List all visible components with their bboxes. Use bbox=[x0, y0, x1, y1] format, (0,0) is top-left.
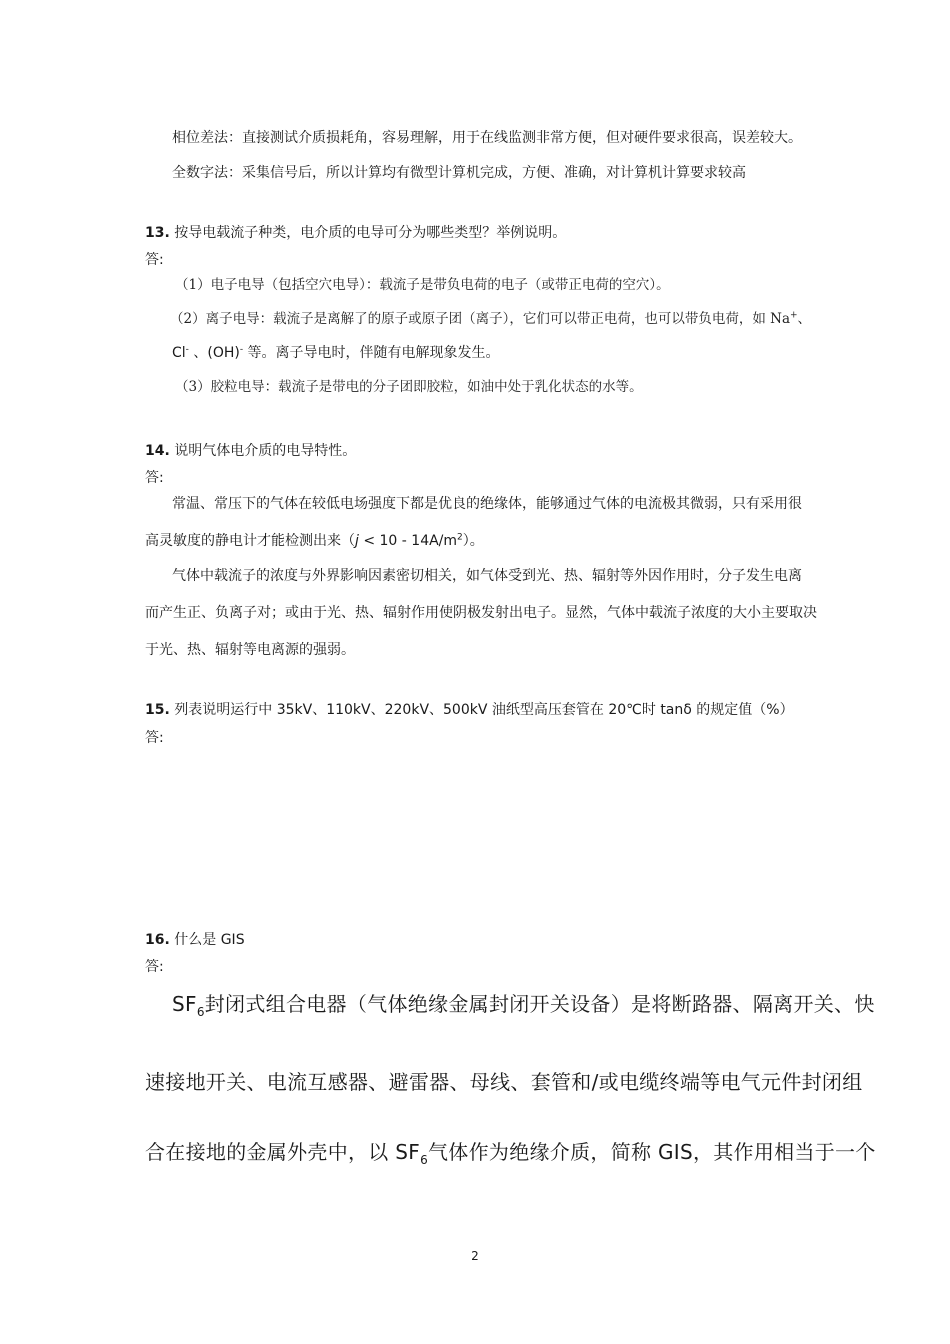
answer-label: 答: bbox=[145, 730, 164, 746]
text: 等。离子导电时，伴随有电解现象发生。 bbox=[243, 345, 500, 361]
text: < 10 - 14A/m bbox=[358, 533, 458, 549]
question-14 bbox=[145, 441, 356, 461]
large-paragraph-cont: 速接地开关、电流互感器、避雷器、母线、套管和/或电缆终端等电气元件封闭组 bbox=[145, 1070, 863, 1094]
answer-label: 答: bbox=[145, 470, 164, 486]
superscript: - bbox=[239, 344, 244, 355]
text: Cl bbox=[172, 345, 186, 361]
paragraph-phase-method: 相位差法：直接测试介质损耗角，容易理解，用于在线监测非常方便，但对硬件要求很高，误差较大。 bbox=[172, 130, 802, 146]
question-text: 按导电载流子种类，电介质的电导可分为哪些类型？举例说明。 bbox=[169, 225, 567, 241]
answer-label: 答: bbox=[145, 959, 164, 975]
superscript: + bbox=[790, 310, 798, 321]
paragraph: 常温、常压下的气体在较低电场强度下都是优良的绝缘体，能够通过气体的电流极其微弱，只有采用很 bbox=[172, 496, 802, 512]
paragraph-cont: 于光、热、辐射等电离源的强弱。 bbox=[145, 642, 355, 658]
paragraph: 气体中载流子的浓度与外界影响因素密切相关，如气体受到光、热、辐射等外因作用时，分子发生电离 bbox=[172, 568, 802, 584]
large-paragraph-cont bbox=[145, 1138, 876, 1166]
question-text: 什么是 GIS bbox=[169, 932, 245, 948]
text: 、(OH) bbox=[188, 345, 240, 361]
page-number: 2 bbox=[471, 1249, 479, 1263]
answer-item-ion-cont bbox=[172, 343, 500, 363]
text: 封闭式组合电器（气体绝缘金属封闭开关设备）是将断路器、隔离开关、快 bbox=[204, 992, 875, 1016]
paragraph-digital-method: 全数字法：采集信号后，所以计算均有微型计算机完成，方便、准确，对计算机计算要求较高 bbox=[172, 165, 746, 181]
text: SF bbox=[172, 992, 197, 1016]
question-15 bbox=[145, 700, 794, 720]
paragraph-cont: 而产生正、负离子对；或由于光、热、辐射作用使阴极发射出电子。显然，气体中载流子浓度的大小主要取决 bbox=[145, 605, 817, 621]
question-13 bbox=[145, 223, 566, 243]
text: ）。 bbox=[462, 533, 484, 549]
paragraph-cont bbox=[145, 531, 484, 551]
symbol: j bbox=[355, 533, 359, 549]
question-number: 14. bbox=[145, 443, 170, 459]
question-number: 13. bbox=[145, 225, 170, 241]
subscript: 6 bbox=[420, 1153, 428, 1167]
question-text: 说明气体电介质的电导特性。 bbox=[169, 443, 357, 459]
text: 、 bbox=[797, 311, 812, 327]
answer-label: 答: bbox=[145, 252, 164, 268]
answer-item-electron: （1）电子电导（包括空穴电导）：载流子是带负电荷的电子（或带正电荷的空穴）。 bbox=[175, 277, 670, 293]
superscript: 2 bbox=[457, 532, 463, 543]
superscript: - bbox=[185, 344, 189, 355]
answer-item-colloid: （3）胶粒电导：载流子是带电的分子团即胶粒，如油中处于乳化状态的水等。 bbox=[175, 379, 643, 395]
question-number: 16. bbox=[145, 932, 170, 948]
question-16 bbox=[145, 930, 245, 950]
question-number: 15. bbox=[145, 702, 170, 718]
question-text: 列表说明运行中 35kV、110kV、220kV、500kV 油纸型高压套管在 20℃时 tanδ 的规定值（%） bbox=[169, 702, 794, 718]
answer-item-ion bbox=[170, 309, 811, 329]
text: （2）离子电导：载流子是离解了的原子或原子团（离子），它们可以带正电荷，也可以带负电荷，如 Na bbox=[170, 311, 790, 327]
text: 高灵敏度的静电计才能检测出来（ bbox=[145, 533, 355, 549]
text: 气体作为绝缘介质，简称 GIS，其作用相当于一个 bbox=[428, 1140, 876, 1164]
large-paragraph bbox=[172, 990, 875, 1018]
text: 合在接地的金属外壳中，以 SF bbox=[145, 1140, 421, 1164]
subscript: 6 bbox=[196, 1005, 205, 1019]
